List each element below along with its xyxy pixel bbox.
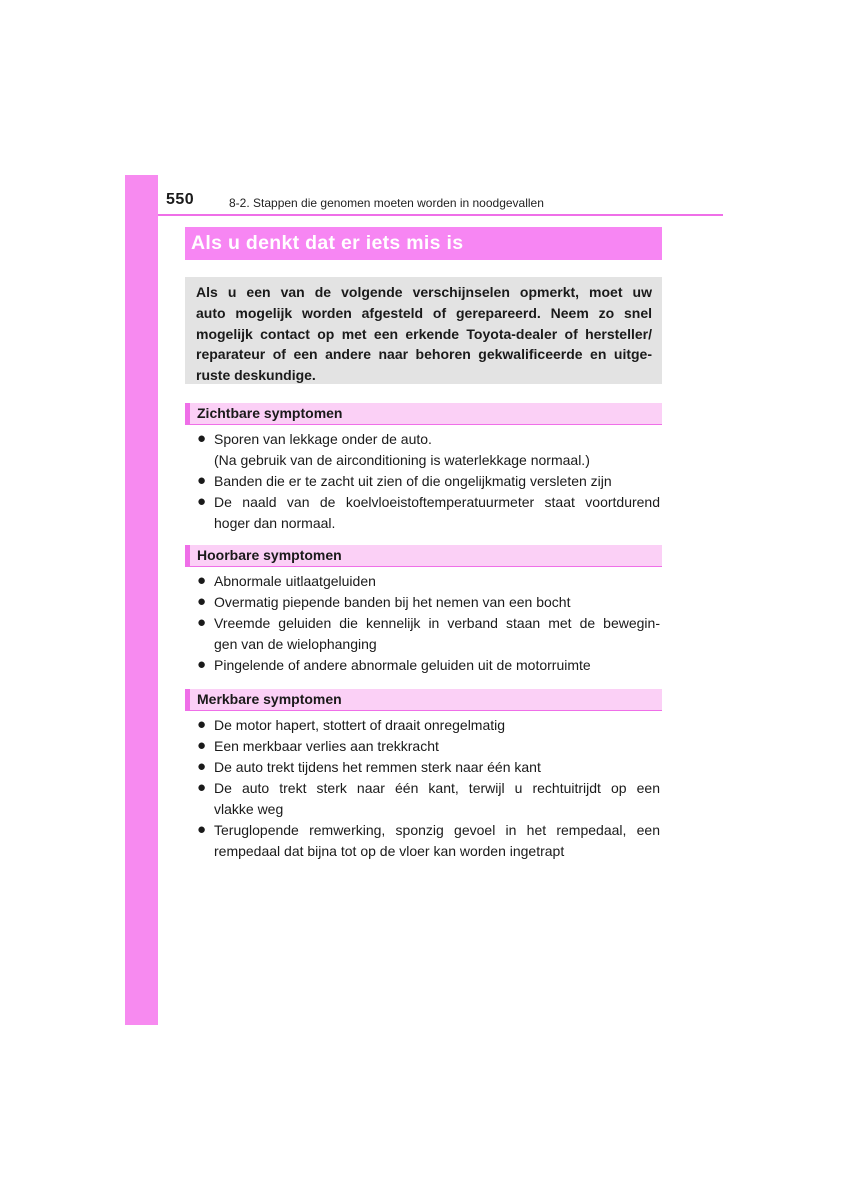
subheading-audible-symptoms: Hoorbare symptomen [185, 545, 662, 567]
noticeable-symptoms-list [196, 715, 660, 862]
bullet-icon: ● [197, 430, 207, 447]
bullet-icon: ● [197, 758, 207, 776]
bullet-icon: ● [197, 492, 207, 510]
subheading-noticeable-symptoms: Merkbare symptomen [185, 689, 662, 711]
intro-line: Als u een van de volgende verschijnselen opmerkt, moet uw [196, 284, 652, 300]
subheading-visible-symptoms: Zichtbare symptomen [185, 403, 662, 425]
list-item: ● Pingelende of andere abnormale geluiden uit de motorruimte [196, 655, 660, 676]
list-item: ● Overmatig piepende banden bij het nemen van een bocht [196, 592, 660, 613]
bullet-icon: ● [197, 779, 207, 797]
list-item: ● Teruglopende remwerking, sponzig gevoel in het rempedaal, een rempedaal dat bijna tot op de vloer kan worden ingetrapt [197, 821, 660, 859]
visible-symptoms-list [196, 429, 660, 534]
bullet-icon: ● [197, 716, 207, 733]
bullet-icon: ● [197, 572, 207, 589]
intro-line: reparateur of een andere naar behoren gekwalificeerde en uitge- [196, 346, 652, 363]
bullet-icon: ● [197, 737, 207, 755]
bullet-icon: ● [197, 656, 207, 674]
bullet-icon: ● [197, 614, 207, 632]
page-number: 550 [166, 191, 195, 208]
chapter-header: 8-2. Stappen die genomen moeten worden in noodgevallen [229, 196, 544, 210]
list-item: ● Banden die er te zacht uit zien of die ongelijkmatig versleten zijn [196, 471, 660, 492]
intro-line: auto mogelijk worden afgesteld of gerepareerd. Neem zo snel [196, 304, 652, 321]
list-item: ● De naald van de koelvloeistoftemperatuurmeter staat voortdurend hoger dan normaal. [197, 492, 660, 531]
list-item: ● De motor hapert, stottert of draait onregelmatig [196, 715, 660, 736]
header-rule [158, 214, 723, 216]
audible-symptoms-list [196, 571, 660, 676]
bullet-icon: ● [197, 471, 207, 489]
list-item: ● De auto trekt tijdens het remmen sterk naar één kant [196, 757, 660, 778]
bullet-icon: ● [197, 593, 207, 611]
side-color-strip [125, 175, 158, 1025]
intro-line: mogelijk contact op met een erkende Toyota-dealer of hersteller/ [196, 325, 652, 342]
list-item: ● Abnormale uitlaatgeluiden [196, 571, 660, 592]
list-item: ● Een merkbaar verlies aan trekkracht [196, 736, 660, 757]
list-item: ● Vreemde geluiden die kennelijk in verband staan met de bewegin- gen van de wielophanging [197, 614, 660, 652]
list-item: ● Sporen van lekkage onder de auto. (Na gebruik van de airconditioning is waterlekkage normaal.) [197, 430, 590, 468]
intro-box [185, 277, 662, 384]
page-title: Als u denkt dat er iets mis is [185, 227, 662, 260]
bullet-icon: ● [197, 821, 207, 839]
list-item: ● De auto trekt sterk naar één kant, terwijl u rechtuitrijdt op een vlakke weg [197, 779, 660, 818]
intro-line: ruste deskundige. [196, 367, 316, 384]
